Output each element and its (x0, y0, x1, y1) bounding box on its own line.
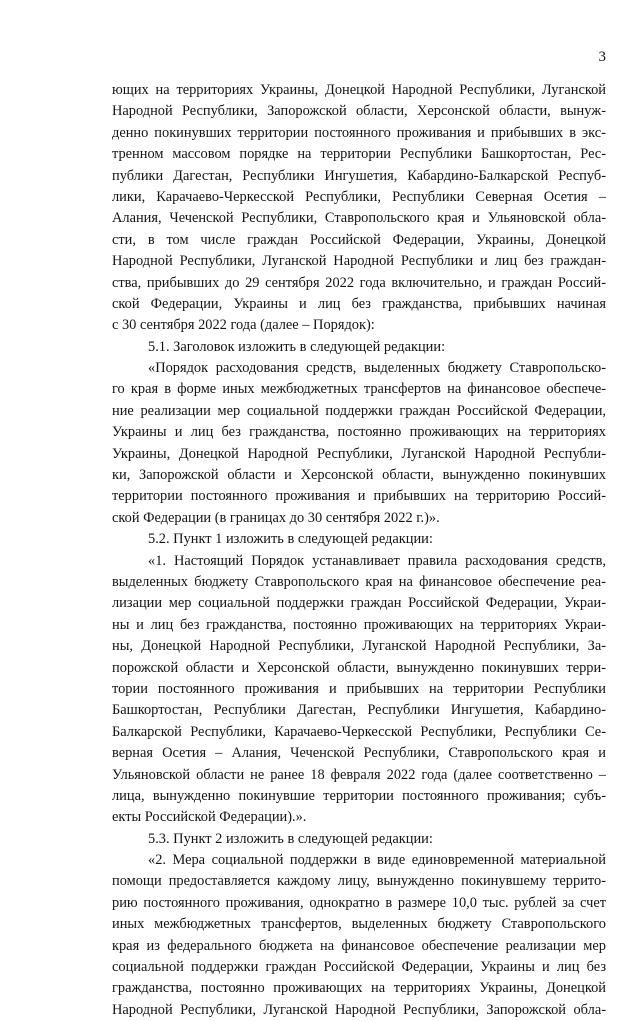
text-line: ской Федерации, Украины и лиц без гражданства, прибывших начиная (112, 295, 606, 312)
paragraph (112, 529, 606, 550)
text-line: го края в форме иных межбюджетных трансфертов на финансовое обеспече- (112, 381, 606, 398)
text-line: ской Федерации (в границах до 30 сентября 2022 г.)». (112, 509, 440, 526)
text-line: рию постоянного проживания, однократно в размере 10,0 тыс. рублей за счет (112, 894, 606, 911)
text-line: лизации мер социальной поддержки граждан Российской Федерации, Украи- (112, 595, 606, 612)
text-line: Ульяновской области не ранее 18 февраля 2022 года (далее соответственно – (112, 766, 606, 783)
text-line: ки, Запорожской области и Херсонской области, вынужденно покинувших (112, 467, 606, 484)
text-line: лица, вынужденно покинувшие территории постоянного проживания; субъ- (112, 787, 606, 804)
text-line: с 30 сентября 2022 года (далее – Порядок): (112, 317, 375, 334)
text-line: территории постоянного проживания и прибывших на территорию Россий- (112, 488, 606, 505)
paragraph (112, 80, 606, 337)
text-line: екты Российской Федерации).». (112, 809, 307, 826)
text-line: Балкарской Республики, Карачаево-Черкесской Республики, Республики Се- (112, 723, 606, 740)
text-line: гражданства, постоянно проживающих на территориях Украины, Донецкой (112, 980, 606, 997)
text-line: Башкортостан, Республики Дагестан, Республики Ингушетия, Кабардино- (112, 702, 606, 719)
text-line: верная Осетия – Алания, Чеченской Республики, Ставропольского края и (112, 745, 606, 762)
paragraph (112, 551, 606, 829)
text-line: сти, в том числе граждан Российской Федерации, Украины, Донецкой (112, 231, 606, 248)
text-line: Украины и лиц без гражданства, постоянно проживающих на территориях (112, 424, 606, 441)
text-line: публики Дагестан, Республики Ингушетия, Кабардино-Балкарской Респуб- (112, 167, 606, 184)
paragraph (112, 829, 606, 850)
text-line: социальной поддержки граждан Российской Федерации, Украины и лиц без (112, 959, 606, 976)
text-line: края из федерального бюджета на финансовое обеспечение реализации мер (112, 937, 606, 954)
text-line: Украины, Донецкой Народной Республики, Луганской Народной Республи- (112, 445, 606, 462)
text-line: 5.2. Пункт 1 изложить в следующей редакции: (148, 531, 433, 548)
document-body (112, 80, 606, 1021)
text-line: иных межбюджетных трансфертов, выделенных бюджету Ставропольского (112, 916, 606, 933)
text-line: ны, Донецкой Народной Республики, Луганской Народной Республики, За- (112, 638, 606, 655)
text-line: ние реализации мер социальной поддержки граждан Российской Федерации, (112, 402, 606, 419)
text-line: Алания, Чеченской Республики, Ставропольского края и Ульяновской обла- (112, 210, 606, 227)
text-line: Народной Республики, Луганской Народной Республики, Запорожской обла- (112, 1001, 606, 1018)
text-line: тории постоянного проживания и прибывших на территории Республики (112, 680, 606, 697)
text-line: помощи предоставляется каждому лицу, вынужденно покинувшему террито- (112, 873, 606, 890)
text-line: Народной Республики, Луганской Народной Республики и лиц без граждан- (112, 253, 606, 270)
text-line: «2. Мера социальной поддержки в виде единовременной материальной (148, 852, 606, 869)
text-line: «1. Настоящий Порядок устанавливает правила расходования средств, (148, 552, 606, 569)
text-line: «Порядок расходования средств, выделенных бюджету Ставропольско- (148, 360, 606, 377)
paragraph (112, 358, 606, 529)
text-line: 5.1. Заголовок изложить в следующей редакции: (148, 338, 446, 355)
text-line: порожской области и Херсонской области, вынужденно покинувших терри- (112, 659, 606, 676)
paragraph (112, 337, 606, 358)
text-line: выделенных бюджету Ставропольского края на финансовое обеспечение реа- (112, 573, 606, 590)
text-line: ны и лиц без гражданства, постоянно проживающих на территориях Украи- (112, 616, 606, 633)
text-line: Народной Республики, Запорожской области, Херсонской области, вынуж- (112, 103, 606, 120)
text-line: ющих на территориях Украины, Донецкой Народной Республики, Луганской (112, 82, 606, 98)
text-line: лики, Карачаево-Черкесской Республики, Республики Северная Осетия – (112, 188, 606, 205)
text-line: тренном массовом порядке на территории Республики Башкортостан, Рес- (112, 146, 606, 163)
text-line: 5.3. Пункт 2 изложить в следующей редакции: (148, 830, 433, 847)
page-number: 3 (598, 49, 606, 65)
paragraph (112, 850, 606, 1021)
text-line: ства, прибывших до 29 сентября 2022 года включительно, и граждан Россий- (112, 274, 606, 291)
text-line: денно покинувших территории постоянного проживания и прибывших в экс- (112, 124, 606, 141)
